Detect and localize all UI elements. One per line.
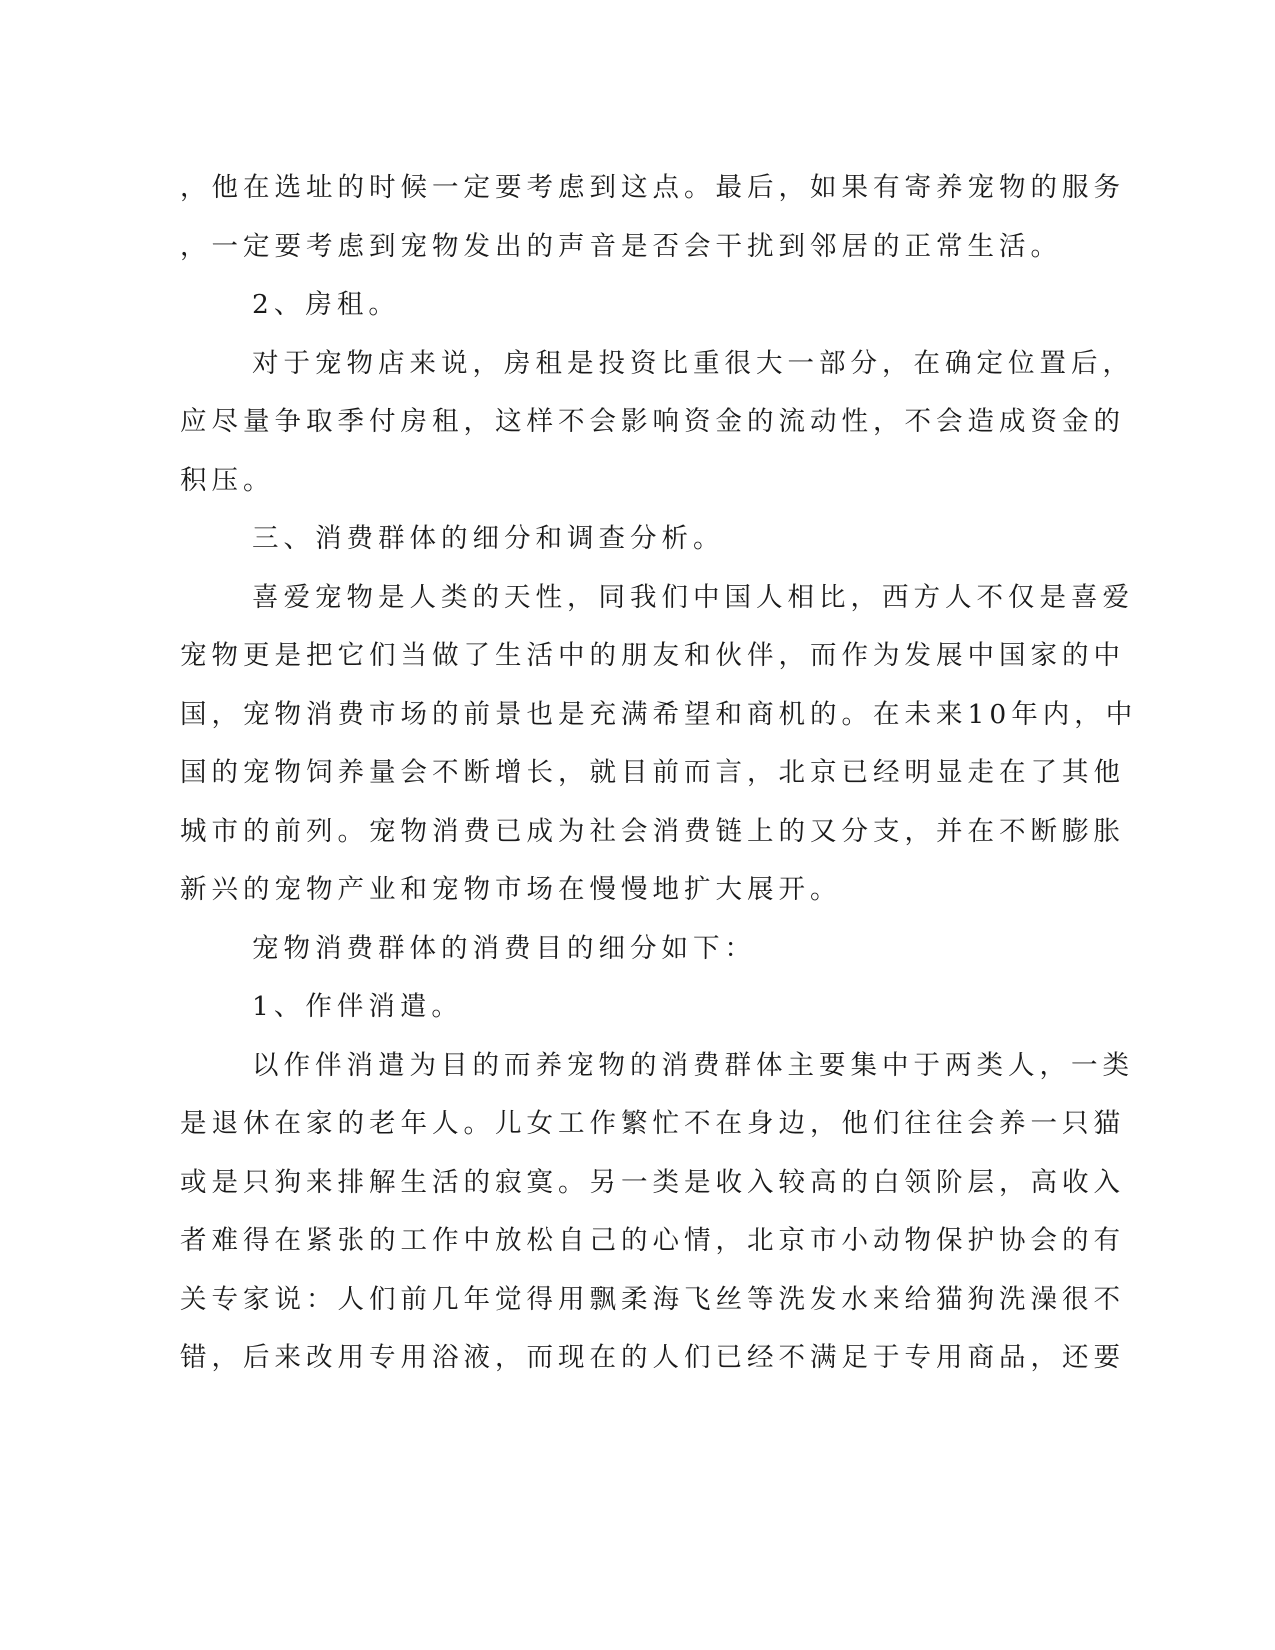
- text-line: 城市的前列。宠物消费已成为社会消费链上的又分支，并在不断膨胀: [180, 815, 1125, 847]
- section-heading: 1、作伴消遣。: [252, 991, 463, 1022]
- text-line: ，一定要考虑到宠物发出的声音是否会干扰到邻居的正常生活。: [180, 230, 1062, 262]
- text-line: 关专家说：人们前几年觉得用飘柔海飞丝等洗发水来给猫狗洗澡很不: [180, 1283, 1125, 1315]
- text-line: 宠物更是把它们当做了生活中的朋友和伙伴，而作为发展中国家的中: [180, 640, 1125, 671]
- text-line: 积压。: [180, 464, 275, 496]
- text-line: 新兴的宠物产业和宠物市场在慢慢地扩大展开。: [180, 874, 842, 905]
- text-line: 对于宠物店来说，房租是投资比重很大一部分，在确定位置后，: [252, 347, 1134, 379]
- text-line: ，他在选址的时候一定要考虑到这点。最后，如果有寄养宠物的服务: [180, 172, 1125, 203]
- text-line: 喜爱宠物是人类的天性，同我们中国人相比，西方人不仅是喜爱: [252, 581, 1134, 613]
- text-line: 错，后来改用专用浴液，而现在的人们已经不满足于专用商品，还要: [180, 1342, 1125, 1373]
- text-line: 是退休在家的老年人。儿女工作繁忙不在身边，他们往往会养一只猫: [180, 1108, 1125, 1139]
- text-line: 宠物消费群体的消费目的细分如下：: [252, 932, 756, 964]
- text-line: 者难得在紧张的工作中放松自己的心情，北京市小动物保护协会的有: [180, 1225, 1125, 1256]
- text-line: 或是只狗来排解生活的寂寞。另一类是收入较高的白领阶层，高收入: [180, 1166, 1125, 1198]
- body-text: [180, 159, 1138, 1388]
- text-line: 应尽量争取季付房租，这样不会影响资金的流动性，不会造成资金的: [180, 406, 1125, 437]
- text-line: 国的宠物饲养量会不断增长，就目前而言，北京已经明显走在了其他: [180, 757, 1125, 788]
- section-heading: 2、房租。: [252, 289, 400, 320]
- text-line: 以作伴消遣为目的而养宠物的消费群体主要集中于两类人，一类: [252, 1049, 1134, 1081]
- section-heading: 三、消费群体的细分和调查分析。: [252, 523, 725, 554]
- text-line: 国，宠物消费市场的前景也是充满希望和商机的。在未来10年内，中: [180, 698, 1138, 730]
